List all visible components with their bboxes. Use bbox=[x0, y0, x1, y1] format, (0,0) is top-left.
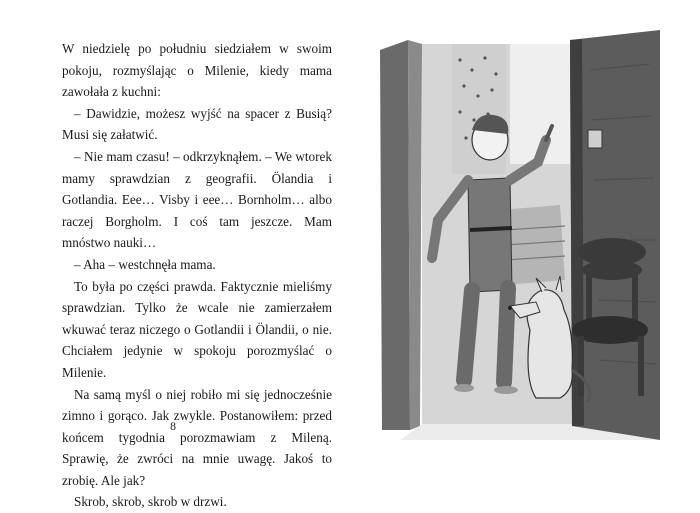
light-switch bbox=[588, 130, 602, 148]
page-number: 8 bbox=[170, 419, 176, 433]
left-door bbox=[380, 40, 410, 430]
body-text bbox=[62, 38, 332, 513]
paragraph: – Aha – westchnęła mama. bbox=[74, 256, 216, 272]
illustration-boy-door-dog bbox=[360, 30, 670, 440]
paragraph: To była po części prawda. Faktycznie mieliśmy sprawdzian. Tylko że wcale nie zamierzałem wkuwać teraz niczego o Gotlandii i Ölandii, o nie. Chciałem jedynie w spokoju porozmyślać o Milenie. bbox=[62, 278, 332, 380]
paragraph: – Dawidzie, możesz wyjść na spacer z Busią? Musi się załatwić. bbox=[62, 105, 332, 143]
paragraph: Skrob, skrob, skrob w drzwi. bbox=[74, 494, 227, 510]
paragraph: W niedzielę po południu siedziałem w swoim pokoju, rozmyślając o Milenie, kiedy mama zawołała z kuchni: bbox=[62, 41, 332, 100]
paragraph: – Nie mam czasu! – odkrzyknąłem. – We wtorek mamy sprawdzian z geografii. Ölandia i Gotlandia. Eee… Visby i eee… Bornholm… albo raczej Borgholm. I coś tam jeszcze. Mam mnóstwo nauki… bbox=[62, 148, 332, 251]
paragraph: Na samą myśl o niej robiło mi się jednocześnie zimno i gorąco. Jak zwykle. Postanowiłem: przed końcem tygodnia porozmawiam z Mileną. Sprawię, że zwróci na mnie uwagę. Jakoś to zrobię. Ale jak? bbox=[62, 386, 332, 488]
